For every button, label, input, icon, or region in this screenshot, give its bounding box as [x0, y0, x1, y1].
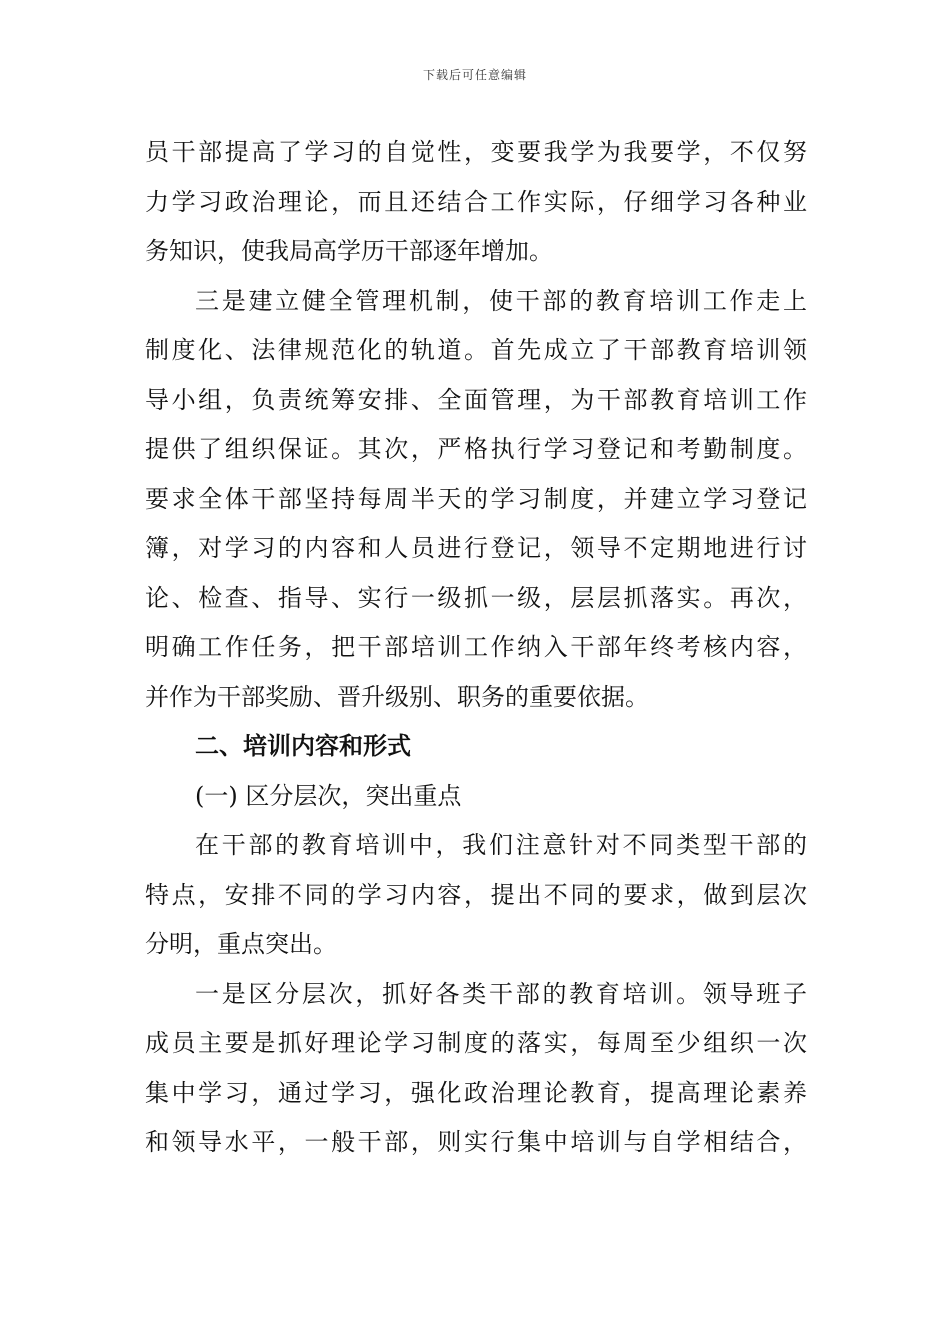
- text-line: 力学习政治理论，而且还结合工作实际，仔细学习各种业: [145, 187, 807, 216]
- subsection-heading: (一) 区分层次，突出重点: [195, 781, 462, 810]
- body-text: [145, 128, 807, 1168]
- text-line: 一是区分层次，抓好各类干部的教育培训。领导班子: [195, 979, 807, 1008]
- text-line: 提供了组织保证。其次，严格执行学习登记和考勤制度。: [145, 435, 807, 463]
- text-line: 成员主要是抓好理论学习制度的落实，每周至少组织一次: [145, 1029, 807, 1057]
- text-line: 分明，重点突出。: [145, 930, 337, 958]
- text-line: 三是建立健全管理机制，使干部的教育培训工作走上: [195, 286, 807, 315]
- text-line: 务知识，使我局高学历干部逐年增加。: [145, 237, 553, 265]
- text-line: 论、检查、指导、实行一级抓一级，层层抓落实。再次，: [145, 583, 807, 612]
- text-line: 制度化、法律规范化的轨道。首先成立了干部教育培训领: [145, 336, 807, 364]
- text-line: 和领导水平，一般干部，则实行集中培训与自学相结合，: [145, 1128, 807, 1156]
- text-line: 集中学习，通过学习，强化政治理论教育，提高理论素养: [145, 1078, 807, 1107]
- text-line: 特点，安排不同的学习内容，提出不同的要求，做到层次: [145, 880, 807, 909]
- text-line: 要求全体干部坚持每周半天的学习制度，并建立学习登记: [145, 484, 807, 513]
- section-heading: 二、培训内容和形式: [195, 732, 411, 760]
- text-line: 导小组，负责统筹安排、全面管理，为干部教育培训工作: [145, 385, 807, 414]
- text-line: 明确工作任务，把干部培训工作纳入干部年终考核内容，: [145, 633, 807, 661]
- text-line: 并作为干部奖励、晋升级别、职务的重要依据。: [145, 682, 649, 711]
- text-line: 在干部的教育培训中，我们注意针对不同类型干部的: [195, 831, 807, 859]
- header-note: 下载后可任意编辑: [422, 68, 527, 82]
- text-line: 员干部提高了学习的自觉性，变要我学为我要学，不仅努: [145, 138, 807, 166]
- text-line: 簿，对学习的内容和人员进行登记，领导不定期地进行讨: [145, 534, 807, 562]
